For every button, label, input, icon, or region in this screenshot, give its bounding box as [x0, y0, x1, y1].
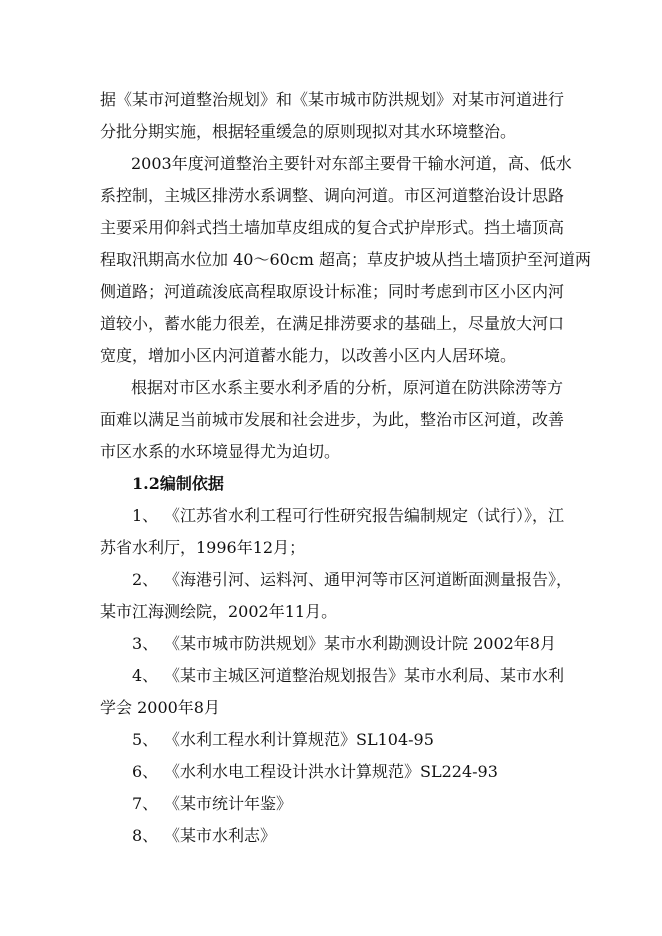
reference-4-line-1: 《某市主城区河道整治规划报告》某市水利局、某市水利: [164, 666, 565, 685]
paragraph-2-line-7: 宽度，增加小区内河道蓄水能力，以改善小区内人居环境。: [100, 346, 517, 365]
reference-8-line-1: 《某市水利志》: [164, 826, 277, 845]
paragraph-2-line-6: 道较小，蓄水能力很差，在满足排涝要求的基础上，尽量放大河口: [100, 314, 565, 333]
reference-6-line-1: 《水利水电工程设计洪水计算规范》SL224-93: [164, 762, 498, 781]
reference-3-number: 3、: [132, 634, 159, 653]
reference-2-line-2: 某市江海测绘院，2002年11月。: [100, 602, 338, 621]
reference-2-number: 2、: [132, 570, 159, 589]
paragraph-2-line-5: 侧道路；河道疏浚底高程取原设计标准；同时考虑到市区小区内河: [100, 282, 565, 301]
reference-5-line-1: 《水利工程水利计算规范》SL104-95: [164, 730, 434, 749]
reference-8-number: 8、: [132, 826, 159, 845]
paragraph-2-line-4: 程取汛期高水位加 40～60cm 超高；草皮护坡从挡土墙顶护至河道两: [100, 250, 592, 269]
paragraph-3-line-3: 市区水系的水环境显得尤为迫切。: [100, 442, 341, 461]
reference-2-line-1: 《海港引河、运料河、通甲河等市区河道断面测量报告》，: [164, 570, 573, 589]
reference-7-number: 7、: [132, 794, 159, 813]
reference-3-line-1: 《某市城市防洪规划》某市水利勘测设计院 2002年8月: [164, 634, 556, 653]
reference-4-number: 4、: [132, 666, 159, 685]
reference-1-line-2: 苏省水利厅，1996年12月；: [100, 538, 306, 557]
reference-1-line-1: 《江苏省水利工程可行性研究报告编制规定（试行）》，江: [164, 506, 565, 525]
reference-7-line-1: 《某市统计年鉴》: [164, 794, 293, 813]
section-heading: 1.2编制依据: [132, 474, 224, 493]
paragraph-3-line-1: 根据对市区水系主要水利矛盾的分析，原河道在防洪除涝等方: [131, 378, 564, 397]
paragraph-2-line-1: 2003年度河道整治主要针对东部主要骨干输水河道，高、低水: [131, 154, 572, 173]
paragraph-2-line-2: 系控制，主城区排涝水系调整、调向河道。市区河道整治设计思路: [100, 186, 565, 205]
reference-1-number: 1、: [132, 506, 159, 525]
paragraph-2-line-3: 主要采用仰斜式挡土墙加草皮组成的复合式护岸形式。挡土墙顶高: [100, 218, 565, 237]
reference-6-number: 6、: [132, 762, 159, 781]
reference-5-number: 5、: [132, 730, 159, 749]
paragraph-1-line-2: 分批分期实施，根据轻重缓急的原则现拟对其水环境整治。: [100, 122, 517, 141]
paragraph-3-line-2: 面难以满足当前城市发展和社会进步，为此，整治市区河道，改善: [100, 410, 565, 429]
paragraph-1-line-1: 据《某市河道整治规划》和《某市城市防洪规划》对某市河道进行: [100, 90, 565, 109]
reference-4-line-2: 学会 2000年8月: [100, 698, 220, 717]
